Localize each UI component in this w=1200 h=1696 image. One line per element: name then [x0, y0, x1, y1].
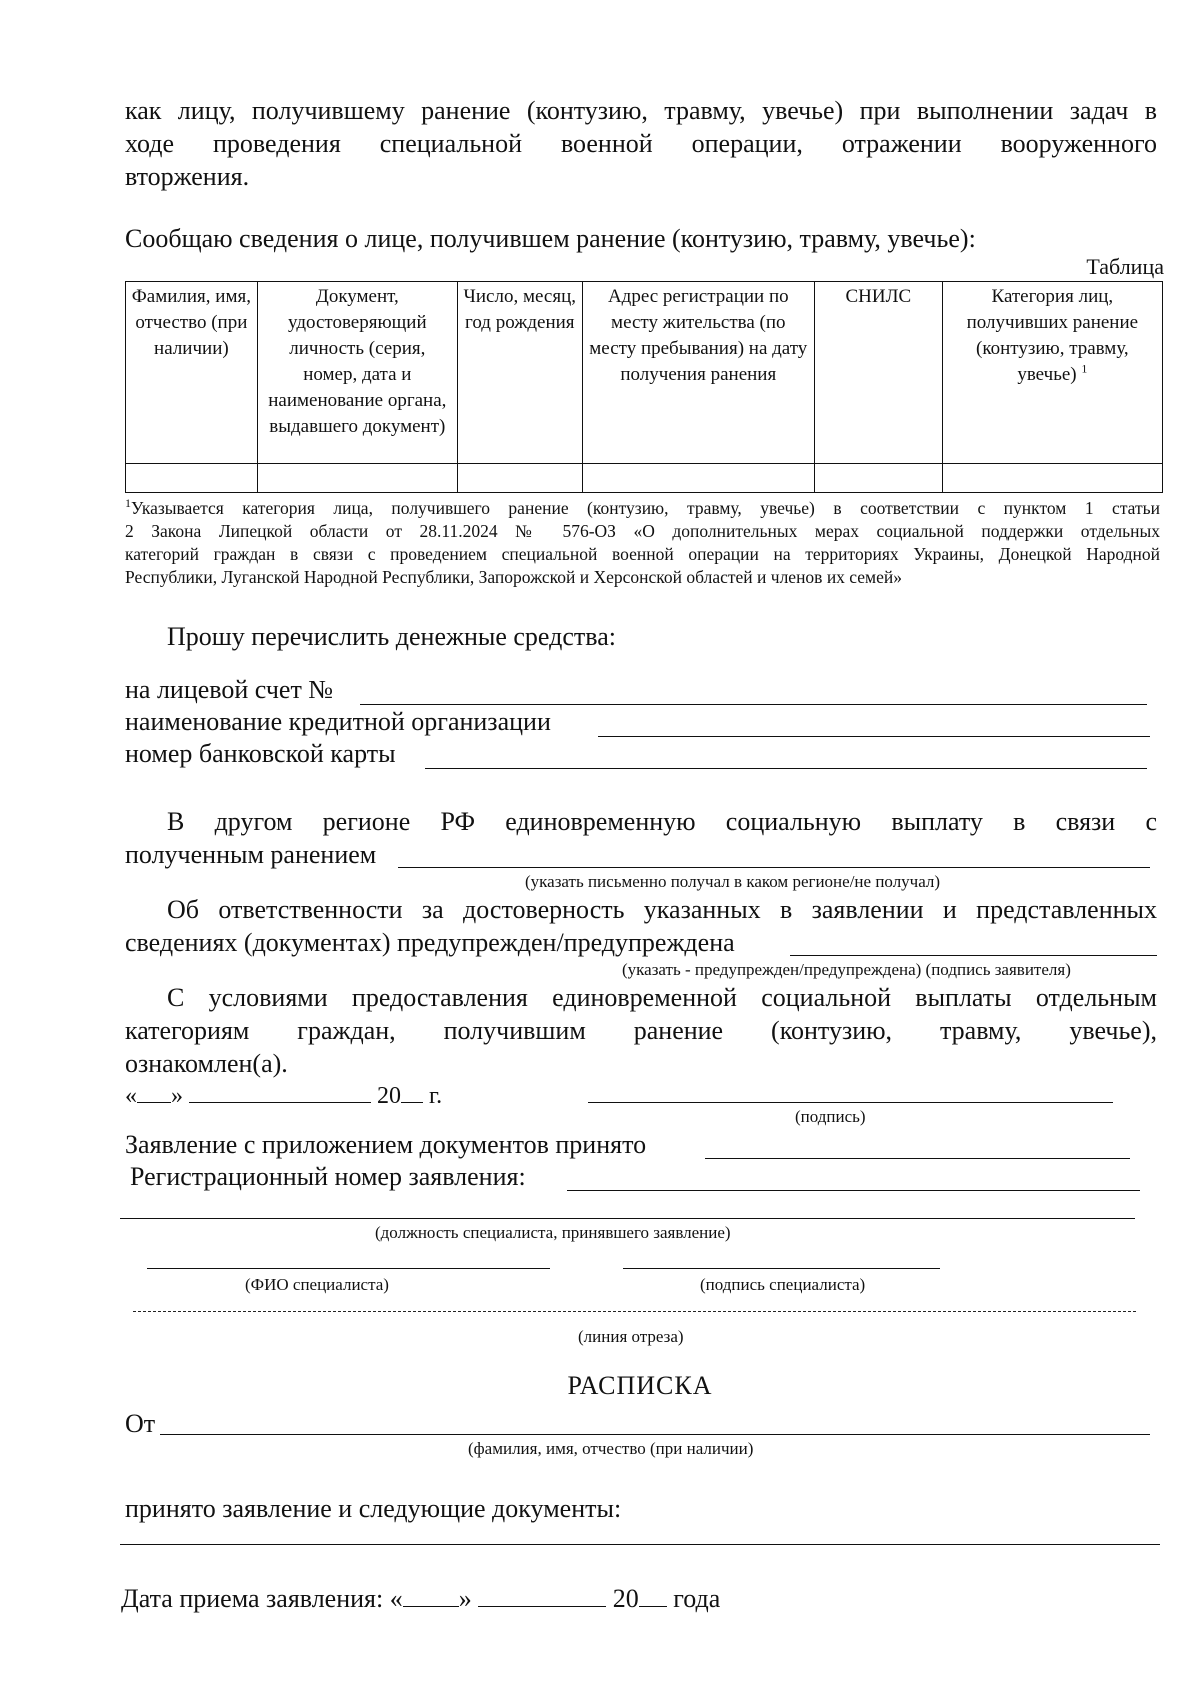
cut-line-hint: (линия отреза): [578, 1327, 684, 1346]
receipt-docs-field[interactable]: [120, 1544, 1160, 1545]
accepted-label: Заявление с приложением документов принято: [125, 1130, 647, 1159]
receipt-title: РАСПИСКА: [567, 1371, 713, 1400]
conditions-line-2: категориям граждан, получившим ранение (контузию, травму, увечье),: [125, 1016, 1157, 1045]
specialist-sign-hint: (подпись специалиста): [700, 1275, 866, 1294]
bank-name-field[interactable]: [598, 736, 1150, 737]
receipt-date-label: Дата приема заявления: «: [121, 1584, 403, 1613]
specialist-signature-field[interactable]: [623, 1268, 940, 1269]
receipt-year-prefix: 20: [612, 1584, 639, 1613]
cut-line: [133, 1311, 1136, 1312]
receipt-from-hint: (фамилия, имя, отчество (при наличии): [468, 1439, 754, 1458]
receipt-date-month-field[interactable]: [478, 1580, 606, 1607]
table-cell-address[interactable]: [582, 464, 814, 493]
footnote-reference-mark: 1: [1081, 361, 1088, 376]
date-year-prefix: 20: [377, 1083, 401, 1109]
fio-hint: (ФИО специалиста): [245, 1275, 389, 1294]
receipt-docs-label: принято заявление и следующие документы:: [125, 1494, 622, 1523]
position-hint: (должность специалиста, принявшего заявление): [375, 1223, 731, 1242]
specialist-position-field[interactable]: [120, 1218, 1135, 1219]
table-header-document: Документ, удостоверяющий личность (серия, номер, дата и наименование органа, выдавшего документ): [257, 282, 457, 464]
footnote-line-4: Республики, Луганской Народной Республики, Запорожской и Херсонской областей и членов их семей»: [125, 567, 903, 587]
responsibility-line-1: Об ответственности за достоверность указанных в заявлении и представленных: [167, 895, 1157, 924]
other-region-field[interactable]: [398, 867, 1150, 868]
responsibility-field[interactable]: [790, 955, 1157, 956]
account-label: на лицевой счет №: [125, 675, 334, 704]
card-label: номер банковской карты: [125, 739, 396, 768]
reg-number-field[interactable]: [567, 1190, 1140, 1191]
receipt-year-suffix: года: [673, 1584, 721, 1613]
other-region-hint: (указать письменно получал в каком регионе/не получал): [525, 872, 941, 891]
specialist-fio-field[interactable]: [147, 1268, 550, 1269]
table-header-address: Адрес регистрации по месту жительства (по месту пребывания) на дату получения ранения: [582, 282, 814, 464]
responsibility-hint: (указать - предупрежден/предупреждена) (подпись заявителя): [622, 960, 1071, 979]
conditions-line-1: С условиями предоставления единовременной социальной выплаты отдельным: [167, 983, 1157, 1012]
transfer-request: Прошу перечислить денежные средства:: [167, 622, 616, 651]
date-line: [125, 1078, 442, 1111]
other-region-line-1: В другом регионе РФ единовременную социальную выплату в связи с: [167, 807, 1157, 836]
card-number-field[interactable]: [425, 768, 1147, 769]
applicant-signature-field[interactable]: [588, 1102, 1113, 1103]
table-cell-document[interactable]: [257, 464, 457, 493]
intro-line-3: вторжения.: [125, 162, 250, 191]
date-open-quote: «: [125, 1083, 137, 1109]
table-header-row: [126, 282, 1163, 464]
intro-line-2: ходе проведения специальной военной операции, отражении вооруженного: [125, 129, 1157, 158]
date-month-field[interactable]: [189, 1078, 371, 1103]
receipt-date-day-field[interactable]: [403, 1580, 459, 1607]
receipt-date-line: [121, 1580, 720, 1615]
date-year-suffix: г.: [429, 1083, 443, 1109]
report-line: Сообщаю сведения о лице, получившем ранение (контузию, травму, увечье):: [125, 224, 976, 253]
footnote-line-2: 2 Закона Липецкой области от 28.11.2024 № 576-ОЗ «О дополнительных мерах социальной поддержки отдельных: [125, 521, 1160, 541]
bank-label: наименование кредитной организации: [125, 707, 551, 736]
injured-person-table: [125, 281, 1163, 493]
table-header-snils: СНИЛС: [814, 282, 942, 464]
responsibility-line-2: сведениях (документах) предупрежден/предупреждена: [125, 928, 735, 957]
table-header-birth-date: Число, месяц, год рождения: [457, 282, 582, 464]
date-day-field[interactable]: [137, 1078, 171, 1103]
other-region-line-2: полученным ранением: [125, 840, 377, 869]
footnote-line-3: категорий граждан в связи с проведением специальной военной операции на территориях Украины, Донецкой Народной: [125, 544, 1160, 564]
table-cell-category[interactable]: [942, 464, 1162, 493]
intro-line-1: как лицу, получившему ранение (контузию, травму, увечье) при выполнении задач в: [125, 96, 1157, 125]
table-cell-birth-date[interactable]: [457, 464, 582, 493]
receipt-date-close: »: [458, 1584, 472, 1613]
table-header-fio: Фамилия, имя, отчество (при наличии): [126, 282, 258, 464]
table-header-category-text: Категория лиц, получивших ранение (контузию, травму, увечье): [966, 286, 1139, 385]
accepted-field[interactable]: [705, 1158, 1130, 1159]
table-cell-fio[interactable]: [126, 464, 258, 493]
signature-hint: (подпись): [795, 1107, 866, 1126]
table-caption: Таблица: [1086, 254, 1164, 279]
receipt-from-label: От: [125, 1409, 156, 1438]
conditions-line-3: ознакомлен(а).: [125, 1049, 288, 1078]
footnote-line-1: $^1$Указывается категория лица, получившего ранение (контузию, травму, увечье) в соответствии с пунктом 1 статьи: [125, 496, 1160, 518]
receipt-from-field[interactable]: [160, 1434, 1150, 1435]
footnote-mark: 1: [125, 496, 131, 511]
table-cell-snils[interactable]: [814, 464, 942, 493]
reg-number-label: Регистрационный номер заявления:: [130, 1162, 526, 1191]
receipt-year-field[interactable]: [639, 1580, 667, 1607]
table-header-category: [942, 282, 1162, 464]
table-empty-row: [126, 464, 1163, 493]
date-year-field[interactable]: [401, 1078, 423, 1103]
date-close-quote: »: [171, 1083, 183, 1109]
